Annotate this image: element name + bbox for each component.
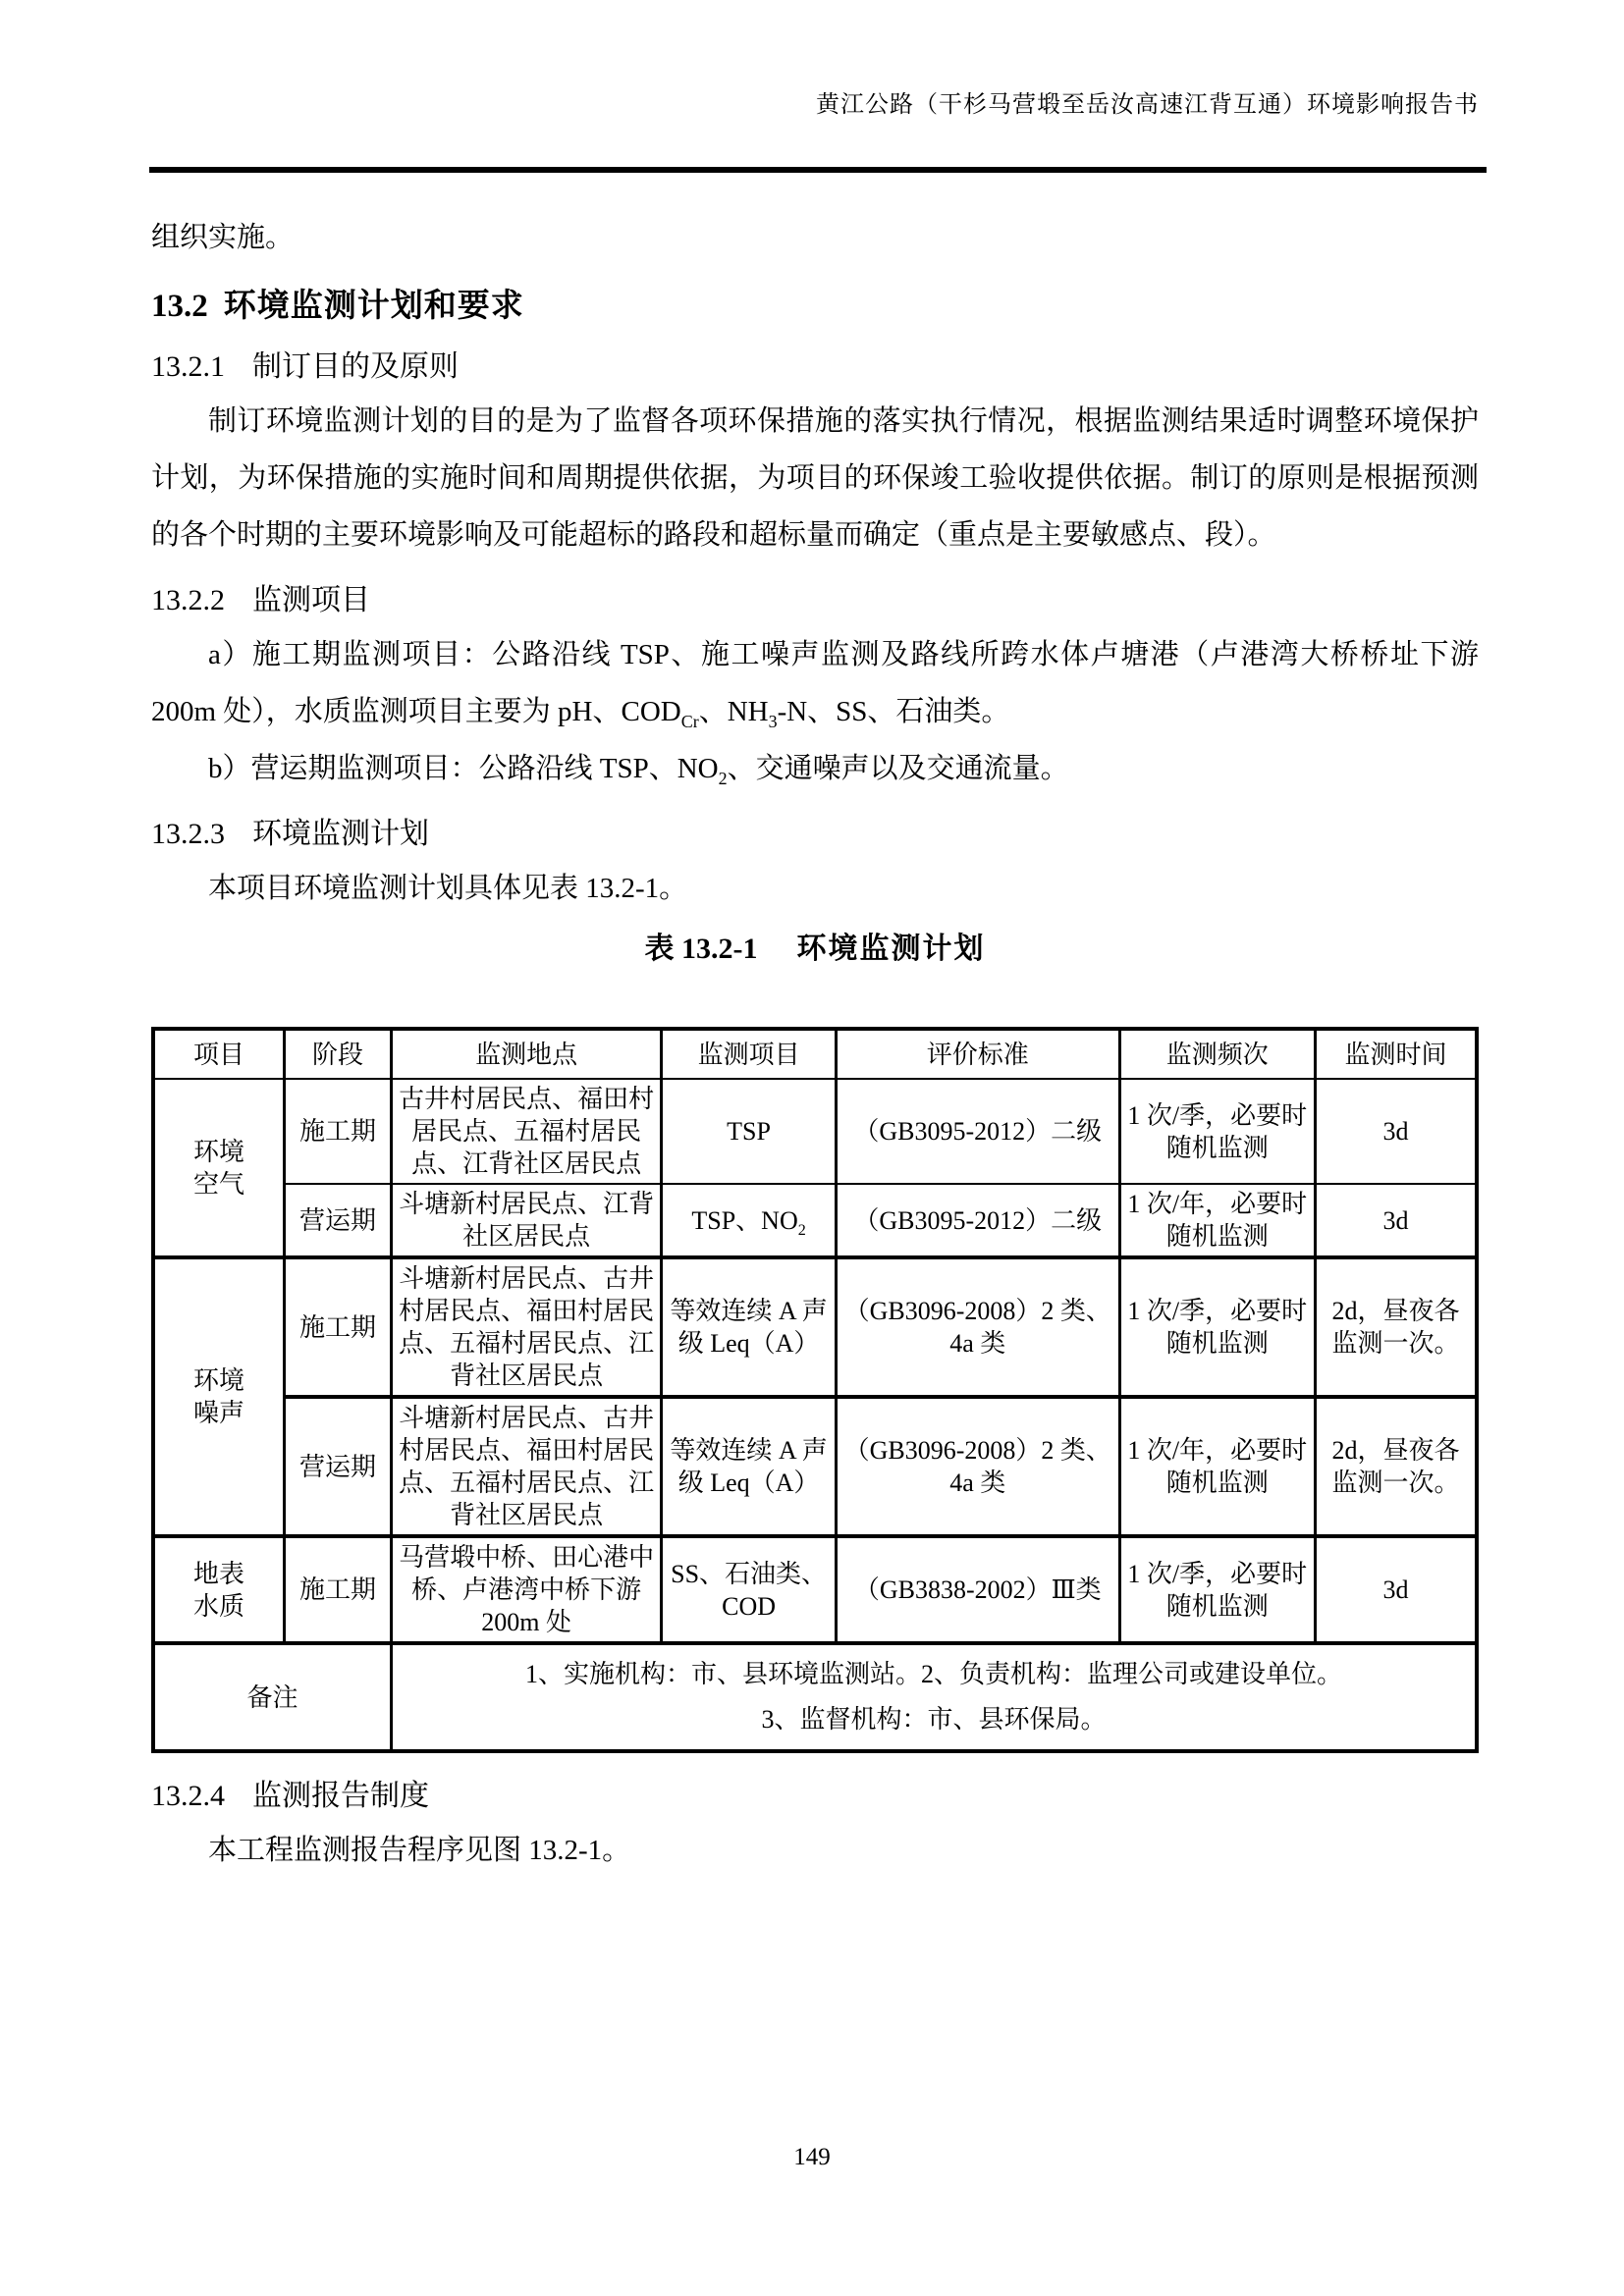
item-a-text: 、NH [698,696,769,727]
table-row-noise-operation [153,1397,1477,1536]
note-line-1: 1、实施机构：市、县环境监测站。2、负责机构：监理公司或建设单位。 [525,1660,1343,1688]
item-a-text: a）施工期监测项目：公路沿线 TSP、施工噪声监测及路线所跨水体卢塘港（卢港湾大桥桥址下游 200m 处），水质监测项目主要为 pH、COD [151,639,1479,727]
section-title: 环境监测计划和要求 [223,287,524,323]
cell-water-construction-location: 马营塅中桥、田心港中桥、卢港湾中桥下游 200m 处 [392,1536,662,1643]
table-caption-number: 表 13.2-1 [644,933,758,965]
item-noise-line1: 环境 [192,1366,244,1395]
cell-note-label: 备注 [153,1643,392,1751]
item-water-line2: 水质 [192,1591,244,1621]
item-air-line2: 空气 [192,1169,244,1199]
air-operation-project-text: TSP、NO [691,1205,798,1235]
cell-water-construction-stage: 施工期 [284,1536,391,1643]
cell-noise-operation-project: 等效连续 A 声级 Leq（A） [662,1397,837,1536]
item-b-text: 、交通噪声以及交通流量。 [727,753,1069,784]
subsection-number: 13.2.3 [151,818,225,850]
col-header-item: 项目 [153,1029,284,1079]
cell-noise-operation-stage: 营运期 [284,1397,391,1536]
section-number: 13.2 [151,289,208,324]
page-content [151,209,1479,1879]
cell-noise-operation-location: 斗塘新村居民点、古井村居民点、福田村居民点、五福村居民点、江背社区居民点 [392,1397,662,1536]
monitoring-plan-table [151,1027,1479,1753]
section-heading-13-2 [151,282,1479,330]
table-row-noise-construction [153,1257,1477,1397]
subsection-number: 13.2.2 [151,584,225,616]
col-header-time: 监测时间 [1316,1029,1478,1079]
cell-air-operation-project [662,1184,837,1257]
cell-item-water [153,1536,284,1643]
paragraph-carryover: 组织实施。 [151,222,295,253]
subsection-heading-13-2-4 [151,1773,1479,1820]
col-header-stage: 阶段 [284,1029,391,1079]
item-a-text: -N、SS、石油类。 [777,696,1010,727]
cell-air-operation-location: 斗塘新村居民点、江背社区居民点 [392,1184,662,1257]
cell-air-operation-standard: （GB3095-2012）二级 [837,1184,1119,1257]
subsection-heading-13-2-2 [151,577,1479,624]
cell-water-construction-frequency: 1 次/季，必要时随机监测 [1119,1536,1316,1643]
table-row-air-construction [153,1079,1477,1184]
page-number: 149 [793,2144,831,2170]
cell-item-noise [153,1257,284,1536]
subsection-heading-13-2-3 [151,811,1479,858]
paragraph-see-figure: 本工程监测报告程序见图 13.2-1。 [208,1835,631,1866]
table-header-row [153,1029,1477,1079]
table-caption-text: 环境监测计划 [796,933,986,965]
table-row-air-operation [153,1184,1477,1257]
item-b-sub-2: 2 [718,768,728,788]
col-header-location: 监测地点 [392,1029,662,1079]
table-row-water-construction [153,1536,1477,1643]
col-header-frequency: 监测频次 [1119,1029,1316,1079]
cell-water-construction-standard: （GB3838-2002）Ⅲ类 [837,1536,1119,1643]
subsection-title: 制订目的及原则 [252,350,459,383]
cell-noise-operation-time: 2d，昼夜各监测一次。 [1316,1397,1478,1536]
cell-air-construction-location: 古井村居民点、福田村居民点、五福村居民点、江背社区居民点 [392,1079,662,1184]
cell-air-construction-frequency: 1 次/季，必要时随机监测 [1119,1079,1316,1184]
running-header-text: 黄江公路（干杉马营塅至岳汝高速江背互通）环境影响报告书 [816,92,1479,118]
subsection-number: 13.2.4 [151,1780,225,1812]
cell-noise-operation-frequency: 1 次/年，必要时随机监测 [1119,1397,1316,1536]
cell-noise-construction-standard: （GB3096-2008）2 类、4a 类 [837,1257,1119,1397]
subsection-title: 监测报告制度 [252,1780,429,1812]
air-operation-project-sub: 2 [797,1221,806,1239]
table-row-note [153,1643,1477,1751]
subsection-number: 13.2.1 [151,350,225,383]
paragraph-item-b [151,740,1479,797]
paragraph-see-table: 本项目环境监测计划具体见表 13.2-1。 [208,873,688,904]
paragraph-purpose: 制订环境监测计划的目的是为了监督各项环保措施的落实执行情况，根据监测结果适时调整环境保护计划，为环保措施的实施时间和周期提供依据，为项目的环保竣工验收提供依据。制订的原则是根据预测的各个时期的主要环境影响及可能超标的路段和超标量而确定（重点是主要敏感点、段）。 [151,405,1479,551]
cell-air-operation-time: 3d [1316,1184,1478,1257]
item-noise-line2: 噪声 [192,1399,244,1427]
item-air-line1: 环境 [192,1137,244,1166]
subsection-title: 环境监测计划 [252,818,429,850]
cell-note-content [392,1643,1477,1751]
cell-noise-construction-location: 斗塘新村居民点、古井村居民点、福田村居民点、五福村居民点、江背社区居民点 [392,1257,662,1397]
cell-air-construction-project: TSP [662,1079,837,1184]
cell-noise-construction-time: 2d，昼夜各监测一次。 [1316,1257,1478,1397]
cell-air-operation-frequency: 1 次/年，必要时随机监测 [1119,1184,1316,1257]
col-header-standard: 评价标准 [837,1029,1119,1079]
cell-water-construction-project: SS、石油类、COD [662,1536,837,1643]
cell-item-air [153,1079,284,1257]
cell-noise-operation-standard: （GB3096-2008）2 类、4a 类 [837,1397,1119,1536]
note-line-2: 3、监督机构：市、县环保局。 [761,1705,1107,1734]
cell-noise-construction-project: 等效连续 A 声级 Leq（A） [662,1257,837,1397]
item-a-sub-cr: Cr [680,711,699,731]
col-header-project: 监测项目 [662,1029,837,1079]
cell-air-construction-time: 3d [1316,1079,1478,1184]
subsection-heading-13-2-1 [151,344,1479,391]
item-a-sub-3: 3 [768,711,778,731]
running-header [151,88,1479,122]
item-b-text: b）营运期监测项目：公路沿线 TSP、NO [208,753,719,784]
paragraph-item-a [151,626,1479,740]
header-rule [149,167,1487,173]
cell-noise-construction-frequency: 1 次/季，必要时随机监测 [1119,1257,1316,1397]
cell-water-construction-time: 3d [1316,1536,1478,1643]
table-caption [151,927,1479,972]
cell-noise-construction-stage: 施工期 [284,1257,391,1397]
subsection-title: 监测项目 [252,584,370,616]
cell-air-construction-standard: （GB3095-2012）二级 [837,1079,1119,1184]
item-water-line1: 地表 [192,1559,244,1588]
cell-air-operation-stage: 营运期 [284,1184,391,1257]
cell-air-construction-stage: 施工期 [284,1079,391,1184]
